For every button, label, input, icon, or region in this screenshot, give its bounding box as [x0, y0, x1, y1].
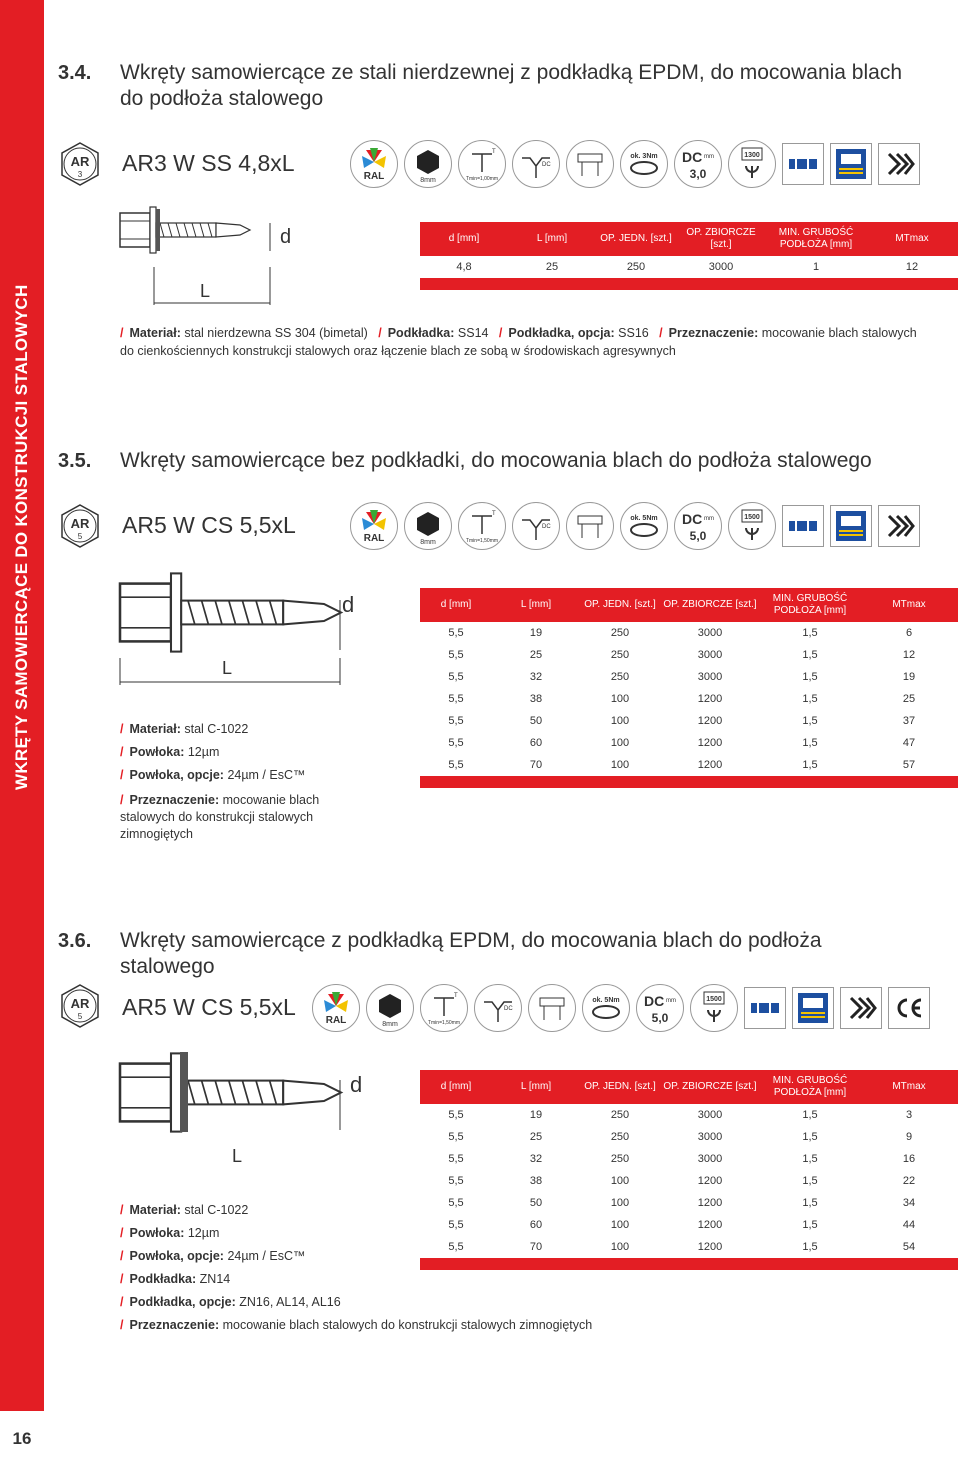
svg-text:DC: DC: [542, 162, 551, 168]
sidebar: [0, 0, 44, 1471]
table-row: 5,5 70 100 1200 1,5 54: [448, 1241, 916, 1253]
section-title: Wkręty samowiercące z podkładką EPDM, do mocowania blach do podłoża stalowego: [120, 929, 822, 978]
spec-list: / Materiał: stal C-1022 / Powłoka: 12µm / Powłoka, opcje: 24µm / EsC™ / Przeznaczenie: mocowanie blach stalowych do konstrukcji stalowych zimnogiętych: [120, 722, 320, 841]
svg-text:RAL: RAL: [363, 533, 385, 544]
table-row: 5,5 50 100 1200 1,5 34: [448, 1197, 916, 1209]
drill-icon: [566, 502, 614, 550]
torque-icon: [620, 502, 668, 550]
page-number: 16: [0, 1410, 44, 1471]
svg-text:d: d: [280, 226, 292, 248]
svg-text:AR: AR: [70, 154, 90, 169]
ral-icon: [350, 502, 398, 550]
svg-text:L: L: [232, 1146, 243, 1166]
table-row: 5,5 32 250 3000 1,5 19: [448, 671, 916, 683]
dc-value-icon: [636, 984, 684, 1032]
packaging-icon: [878, 143, 920, 185]
svg-text:DC: DC: [644, 993, 665, 1009]
svg-text:d: d: [350, 1072, 363, 1097]
packaging-icon: [840, 987, 882, 1029]
svg-text:8mm: 8mm: [420, 177, 436, 184]
svg-text:mm: mm: [666, 998, 676, 1004]
table-row: 5,5 50 100 1200 1,5 37: [448, 715, 916, 727]
product-name: AR5 W CS 5,5xL: [122, 512, 296, 538]
svg-text:ok. 5Nm: ok. 5Nm: [592, 997, 620, 1004]
svg-text:1500: 1500: [744, 514, 760, 521]
rpm-icon: [728, 502, 776, 550]
drill-icon: [528, 984, 576, 1032]
dc-value-icon: [674, 140, 722, 188]
svg-text:8mm: 8mm: [382, 1021, 398, 1028]
torque-icon: [620, 140, 668, 188]
svg-text:5,0: 5,0: [651, 1011, 669, 1025]
svg-text:DC: DC: [504, 1006, 513, 1012]
spec-list: / Materiał: stal C-1022 / Powłoka: 12µm / Powłoka, opcje: 24µm / EsC™ / Podkładka: ZN14 / Podkładka, opcje: ZN16, AL14, AL16 / Przeznaczenie: mocowanie blach stalowych do konstrukcji stalowych zimnogiętych: [120, 1203, 593, 1332]
svg-text:RAL: RAL: [325, 1015, 347, 1026]
itb-logo-icon: [782, 505, 824, 547]
svg-text:Tmin=1,00mm: Tmin=1,00mm: [465, 176, 499, 182]
spec-table: d [mm] L [mm] OP. JEDN. [szt.] OP. ZBIORCZE [szt.] MIN. GRUBOŚĆ PODŁOŻA [mm] MTmax 5,5 19 250 3000 1,5 3 5,5 25 250 3000 1,5 9 5,5 32 250 3000 1,5 16 5,5 38 100 1200 1,5 22 5,5 50 100 1200 1,5 34 5,5 60 100 1200 1,5 44 5,5 70 100 1200 1,5 54: [420, 1070, 958, 1270]
spec-table: d [mm] L [mm] OP. JEDN. [szt.] OP. ZBIORCZE [szt.] MIN. GRUBOŚĆ PODŁOŻA [mm] MTmax 5,5 19 250 3000 1,5 6 5,5 25 250 3000 1,5 12 5,5 32 250 3000 1,5 19 5,5 38 100 1200 1,5 25 5,5 50 100 1200 1,5 37 5,5 60 100 1200 1,5 47 5,5 70 100 1200 1,5 57: [420, 588, 958, 788]
torque-icon: [582, 984, 630, 1032]
section-title: Wkręty samowiercące ze stali nierdzewnej z podkładką EPDM, do mocowania blach do podłoża stalowego: [120, 61, 903, 110]
svg-text:8mm: 8mm: [420, 539, 436, 546]
svg-text:Tmin=1,50mm: Tmin=1,50mm: [465, 538, 499, 544]
svg-text:AR: AR: [70, 516, 90, 531]
table-row: 5,5 70 100 1200 1,5 57: [448, 759, 916, 771]
section-number: 3.6.: [58, 930, 92, 952]
svg-text:mm: mm: [704, 516, 714, 522]
table-row: 5,5 32 250 3000 1,5 16: [448, 1153, 916, 1165]
feature-icons: [312, 984, 930, 1032]
feature-icons: [350, 502, 920, 550]
hex-drive-icon: [404, 140, 452, 188]
section-number: 3.5.: [58, 450, 92, 472]
svg-text:d: d: [342, 592, 355, 617]
section-number: 3.4.: [58, 62, 92, 84]
svg-text:DC: DC: [682, 511, 703, 527]
hex-drive-icon: [366, 984, 414, 1032]
itb-logo-icon: [744, 987, 786, 1029]
screw-diagram: [120, 205, 290, 315]
table-row: 5,5 38 100 1200 1,5 22: [448, 1175, 916, 1187]
screw-diagram: [120, 570, 370, 690]
svg-text:5,0: 5,0: [689, 529, 707, 543]
ar-badge-icon: [58, 984, 102, 1028]
product-name: AR3 W SS 4,8xL: [122, 150, 295, 176]
rpm-icon: [690, 984, 738, 1032]
table-row: 5,5 25 250 3000 1,5 12: [448, 649, 916, 661]
svg-text:L: L: [222, 658, 233, 678]
spec-table: d [mm] L [mm] OP. JEDN. [szt.] OP. ZBIORCZE [szt.] MIN. GRUBOŚĆ PODŁOŻA [mm] MTmax 4,8 25 250 3000 1 12: [420, 222, 958, 290]
tmin-icon: [458, 502, 506, 550]
svg-text:Tmin=1,50mm: Tmin=1,50mm: [427, 1020, 461, 1026]
table-row: 5,5 19 250 3000 1,5 3: [448, 1109, 913, 1121]
svg-text:3,0: 3,0: [689, 167, 707, 181]
length-dimension: [120, 1130, 370, 1170]
certificate-icon: [830, 505, 872, 547]
ral-icon: [312, 984, 360, 1032]
svg-text:1500: 1500: [706, 996, 722, 1003]
svg-text:AR: AR: [70, 996, 90, 1011]
svg-text:3: 3: [77, 170, 83, 179]
tmin-icon: [420, 984, 468, 1032]
dc-icon: [512, 140, 560, 188]
svg-text:L: L: [200, 281, 211, 301]
svg-text:T: T: [454, 993, 458, 999]
svg-text:T: T: [492, 511, 496, 517]
svg-text:DC: DC: [682, 149, 703, 165]
ral-icon: [350, 140, 398, 188]
certificate-icon: [830, 143, 872, 185]
dc-icon: [474, 984, 522, 1032]
svg-text:ok. 5Nm: ok. 5Nm: [630, 515, 658, 522]
tmin-icon: [458, 140, 506, 188]
ar-badge-icon: [58, 504, 102, 548]
svg-text:RAL: RAL: [363, 171, 385, 182]
feature-icons: [350, 140, 920, 188]
sidebar-title: WKRĘTY SAMOWIERCĄCE DO KONSTRUKCJI STALOWYCH: [12, 284, 31, 790]
table-row: 4,8 25 250 3000 1 12: [456, 261, 919, 273]
product-name: AR5 W CS 5,5xL: [122, 994, 296, 1020]
dc-icon: [512, 502, 560, 550]
svg-text:T: T: [492, 149, 496, 155]
rpm-icon: [728, 140, 776, 188]
svg-text:5: 5: [77, 1012, 83, 1021]
itb-logo-icon: [782, 143, 824, 185]
hex-drive-icon: [404, 502, 452, 550]
svg-text:ok. 3Nm: ok. 3Nm: [630, 153, 658, 160]
certificate-icon: [792, 987, 834, 1029]
ar-badge-icon: [58, 142, 102, 186]
svg-text:1300: 1300: [744, 152, 760, 159]
table-row: 5,5 19 250 3000 1,5 6: [448, 627, 913, 639]
table-row: 5,5 38 100 1200 1,5 25: [448, 693, 916, 705]
svg-text:DC: DC: [542, 524, 551, 530]
section-title: Wkręty samowiercące bez podkładki, do mocowania blach do podłoża stalowego: [120, 449, 872, 472]
table-row: 5,5 60 100 1200 1,5 44: [448, 1219, 916, 1231]
ce-mark-icon: [888, 987, 930, 1029]
svg-text:5: 5: [77, 532, 83, 541]
table-row: 5,5 25 250 3000 1,5 9: [448, 1131, 913, 1143]
svg-text:mm: mm: [704, 154, 714, 160]
table-row: 5,5 60 100 1200 1,5 47: [448, 737, 916, 749]
packaging-icon: [878, 505, 920, 547]
drill-icon: [566, 140, 614, 188]
dc-value-icon: [674, 502, 722, 550]
description: / Materiał: stal nierdzewna SS 304 (bimetal) / Podkładka: SS14 / Podkładka, opcja: SS16 / Przeznaczenie: mocowanie blach stalowych do cienkościennych konstrukcji stalowych oraz łączenie blach ze sobą w środowiskach agresywnych: [120, 326, 917, 358]
